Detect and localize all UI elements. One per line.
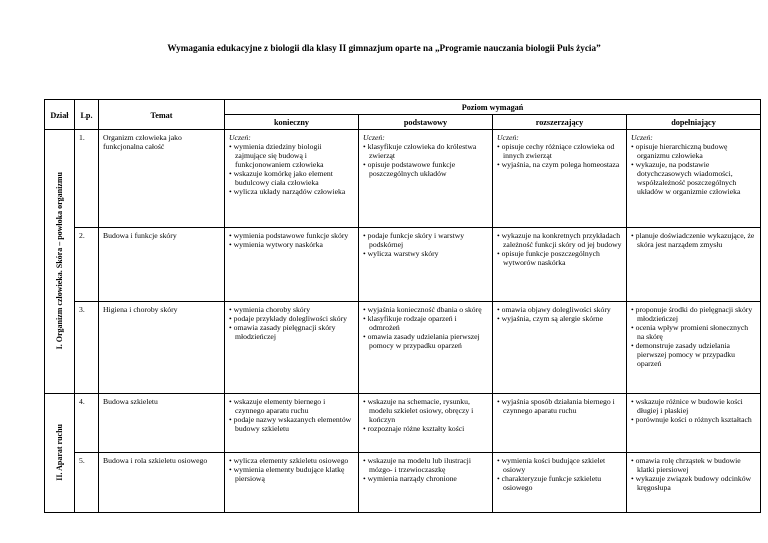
list-item: • wyjaśnia, czym są alergie skórne	[497, 314, 622, 323]
list-item: • podaje przykłady dolegliwości skóry	[229, 314, 354, 323]
list-item: • wskazuje na schemacie, rysunku, modelu szkielet osiowy, obręczy i kończyn	[363, 397, 488, 424]
list-item: • klasyfikuje człowieka do królestwa zwierząt	[363, 142, 488, 160]
header-poziom-wymagan: Poziom wymagań	[225, 100, 761, 115]
document-title: Wymagania edukacyjne z biologii dla klasy II gimnazjum oparte na „Programie nauczania biologii Puls życia”	[167, 43, 601, 53]
list-item: • podaje nazwy wskazanych elementów budowy szkieletu	[229, 415, 354, 433]
list-item: • wyjaśnia, na czym polega homeostaza	[497, 160, 622, 169]
row-temat: Budowa i rola szkieletu osiowego	[99, 453, 225, 513]
uczen-label: Uczeń:	[363, 133, 385, 142]
row-lp: 4.	[75, 394, 99, 453]
cell-rozszerzajacy	[493, 130, 627, 228]
header-podstawowy: podstawowy	[359, 115, 493, 130]
header-lp: Lp.	[75, 100, 99, 130]
list-item: • ocenia wpływ promieni słonecznych na skórę	[631, 323, 756, 341]
cell-dopelniajacy	[627, 453, 761, 513]
uczen-label: Uczeń:	[497, 133, 519, 142]
list-item: • wymienia kości budujące szkielet osiowy	[497, 456, 622, 474]
table-row	[45, 302, 761, 394]
cell-dopelniajacy	[627, 130, 761, 228]
list-item: • demonstruje zasady udzielania pierwszej pomocy w przypadku oparzeń	[631, 341, 756, 368]
row-lp: 2.	[75, 228, 99, 302]
cell-rozszerzajacy	[493, 302, 627, 394]
cell-podstawowy	[359, 302, 493, 394]
row-temat: Budowa i funkcje skóry	[99, 228, 225, 302]
row-temat: Higiena i choroby skóry	[99, 302, 225, 394]
list-item: • charakteryzuje funkcje szkieletu osiowego	[497, 474, 622, 492]
header-temat: Temat	[99, 100, 225, 130]
table-row	[45, 228, 761, 302]
list-item: • opisuje podstawowe funkcje poszczególnych układów	[363, 160, 488, 178]
row-lp: 1.	[75, 130, 99, 228]
cell-konieczny	[225, 453, 359, 513]
cell-konieczny	[225, 394, 359, 453]
list-item: • rozpoznaje różne kształty kości	[363, 424, 488, 433]
list-item: • wskazuje elementy biernego i czynnego aparatu ruchu	[229, 397, 354, 415]
row-temat: Organizm człowieka jako funkcjonalna całość	[99, 130, 225, 228]
cell-konieczny	[225, 130, 359, 228]
list-item: • proponuje środki do pielęgnacji skóry młodzieńczej	[631, 305, 756, 323]
list-item: • wskazuje komórkę jako element budulcowy ciała człowieka	[229, 169, 354, 187]
list-item: • wyjaśnia sposób działania biernego i czynnego aparatu ruchu	[497, 397, 622, 415]
list-item: • wyjaśnia konieczność dbania o skórę	[363, 305, 488, 314]
cell-dopelniajacy	[627, 302, 761, 394]
cell-rozszerzajacy	[493, 228, 627, 302]
row-lp: 5.	[75, 453, 99, 513]
list-item: • omawia zasady udzielania pierwszej pomocy w przypadku oparzeń	[363, 332, 488, 350]
list-item: • wylicza elementy szkieletu osiowego	[229, 456, 354, 465]
list-item: • wykazuje na konkretnych przykładach zależność funkcji skóry od jej budowy	[497, 231, 622, 249]
row-lp: 3.	[75, 302, 99, 394]
cell-rozszerzajacy	[493, 453, 627, 513]
list-item: • wykazuje, na podstawie dotychczasowych wiadomości, współzależność poszczególnych układów w organizmie człowieka	[631, 160, 756, 196]
list-item: • wymienia choroby skóry	[229, 305, 354, 314]
list-item: • wymienia narządy chronione	[363, 474, 488, 483]
table-row	[45, 453, 761, 513]
cell-konieczny	[225, 228, 359, 302]
list-item: • wskazuje różnice w budowie kości długiej i płaskiej	[631, 397, 756, 415]
cell-podstawowy	[359, 453, 493, 513]
list-item: • wylicza warstwy skóry	[363, 249, 488, 258]
cell-podstawowy	[359, 130, 493, 228]
list-item: • wymienia elementy budujące klatkę piersiową	[229, 465, 354, 483]
header-dopelniajacy: dopełniający	[627, 115, 761, 130]
cell-podstawowy	[359, 394, 493, 453]
list-item: • wylicza układy narządów człowieka	[229, 187, 354, 196]
section-label: I. Organizm człowieka. Skóra – powłoka organizmu	[55, 171, 64, 350]
section-cell	[45, 130, 75, 394]
row-temat: Budowa szkieletu	[99, 394, 225, 453]
list-item: • omawia rolę chrząstek w budowie klatki piersiowej	[631, 456, 756, 474]
section-label: II. Aparat ruchu	[55, 423, 64, 481]
uczen-label: Uczeń:	[631, 133, 653, 142]
table-row	[45, 394, 761, 453]
header-konieczny: konieczny	[225, 115, 359, 130]
list-item: • podaje funkcje skóry i warstwy podskórnej	[363, 231, 488, 249]
list-item: • wymienia wytwory naskórka	[229, 240, 354, 249]
list-item: • opisuje hierarchiczną budowę organizmu człowieka	[631, 142, 756, 160]
list-item: • wykazuje związek budowy odcinków kręgosłupa	[631, 474, 756, 492]
header-rozszerzajacy: rozszerzający	[493, 115, 627, 130]
cell-rozszerzajacy	[493, 394, 627, 453]
list-item: • klasyfikuje rodzaje oparzeń i odmrożeń	[363, 314, 488, 332]
cell-dopelniajacy	[627, 394, 761, 453]
list-item: • opisuje cechy różniące człowieka od innych zwierząt	[497, 142, 622, 160]
cell-konieczny	[225, 302, 359, 394]
list-item: • wymienia dziedziny biologii zajmujące się budową i funkcjonowaniem człowieka	[229, 142, 354, 169]
list-item: • porównuje kości o różnych kształtach	[631, 415, 756, 424]
cell-podstawowy	[359, 228, 493, 302]
list-item: • opisuje funkcje poszczególnych wytworów naskórka	[497, 249, 622, 267]
uczen-label: Uczeń:	[229, 133, 251, 142]
list-item: • planuje doświadczenie wykazujące, że skóra jest narządem zmysłu	[631, 231, 756, 249]
list-item: • omawia zasady pielęgnacji skóry młodzieńczej	[229, 323, 354, 341]
section-cell	[45, 394, 75, 513]
cell-dopelniajacy	[627, 228, 761, 302]
list-item: • omawia objawy dolegliwości skóry	[497, 305, 622, 314]
list-item: • wskazuje na modelu lub ilustracji mózgo- i trzewioczaszkę	[363, 456, 488, 474]
table-row	[45, 130, 761, 228]
requirements-table	[44, 99, 761, 513]
header-dzial: Dział	[45, 100, 75, 130]
list-item: • wymienia podstawowe funkcje skóry	[229, 231, 354, 240]
